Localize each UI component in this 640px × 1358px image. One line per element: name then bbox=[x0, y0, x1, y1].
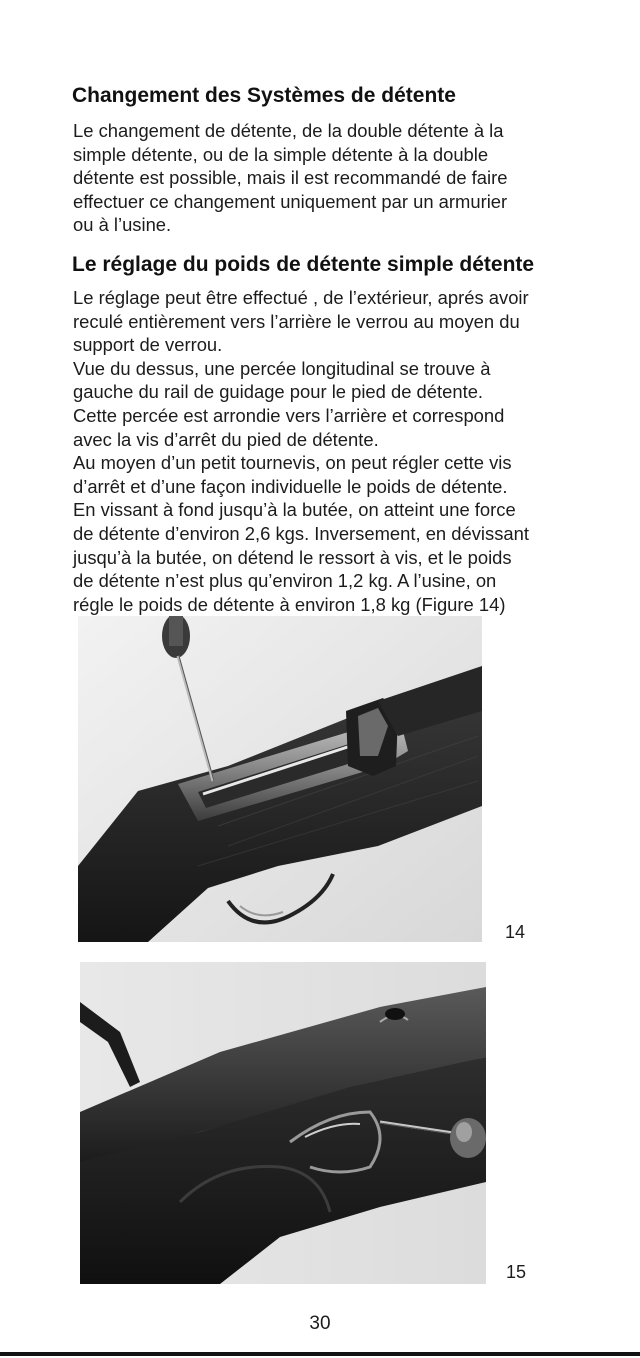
body-line: effectuer ce changement uniquement par un armurier bbox=[73, 190, 508, 212]
section-heading-trigger-change: Changement des Systèmes de détente bbox=[72, 84, 456, 107]
body-line: de détente n’est plus qu’environ 1,2 kg. A l’usine, on bbox=[73, 570, 497, 592]
body-line: d’arrêt et d’une façon individuelle le poids de détente. bbox=[73, 475, 508, 497]
figure-15-photo bbox=[80, 962, 486, 1284]
body-line: avec la vis d’arrêt du pied de détente. bbox=[73, 428, 379, 450]
body-line: simple détente, ou de la simple détente à la double bbox=[73, 143, 489, 165]
body-line: En vissant à fond jusqu’à la butée, on atteint une force bbox=[73, 499, 516, 521]
body-line: Le réglage peut être effectué , de l’extérieur, aprés avoir bbox=[73, 287, 529, 308]
bottom-border bbox=[0, 1352, 640, 1356]
body-line: régle le poids de détente à environ 1,8 kg (Figure 14) bbox=[73, 593, 506, 615]
section-body-trigger-change bbox=[73, 119, 593, 237]
body-line: de détente d’environ 2,6 kgs. Inversement, en dévissant bbox=[73, 522, 529, 544]
body-line: détente est possible, mais il est recommandé de faire bbox=[73, 167, 508, 189]
body-line: reculé entièrement vers l’arrière le verrou au moyen du bbox=[73, 310, 520, 332]
figure-14-photo bbox=[78, 616, 482, 942]
body-line: Vue du dessus, une percée longitudinal se trouve à bbox=[73, 357, 491, 379]
body-line: support de verrou. bbox=[73, 334, 223, 356]
body-line: Cette percée est arrondie vers l’arrière et correspond bbox=[73, 404, 505, 426]
body-line: gauche du rail de guidage pour le pied de détente. bbox=[73, 381, 484, 403]
body-line: ou à l’usine. bbox=[73, 214, 172, 236]
figure-14-number: 14 bbox=[505, 922, 526, 942]
body-line: Le changement de détente, de la double détente à la bbox=[73, 120, 504, 141]
body-line: Au moyen d’un petit tournevis, on peut régler cette vis bbox=[73, 452, 512, 474]
section-heading-trigger-weight: Le réglage du poids de détente simple détente bbox=[72, 253, 535, 276]
section-body-trigger-weight bbox=[73, 286, 593, 616]
page-number: 30 bbox=[309, 1313, 331, 1334]
figure-15-number: 15 bbox=[506, 1262, 527, 1282]
body-line: jusqu’à la butée, on détend le ressort à vis, et le poids bbox=[73, 546, 512, 568]
